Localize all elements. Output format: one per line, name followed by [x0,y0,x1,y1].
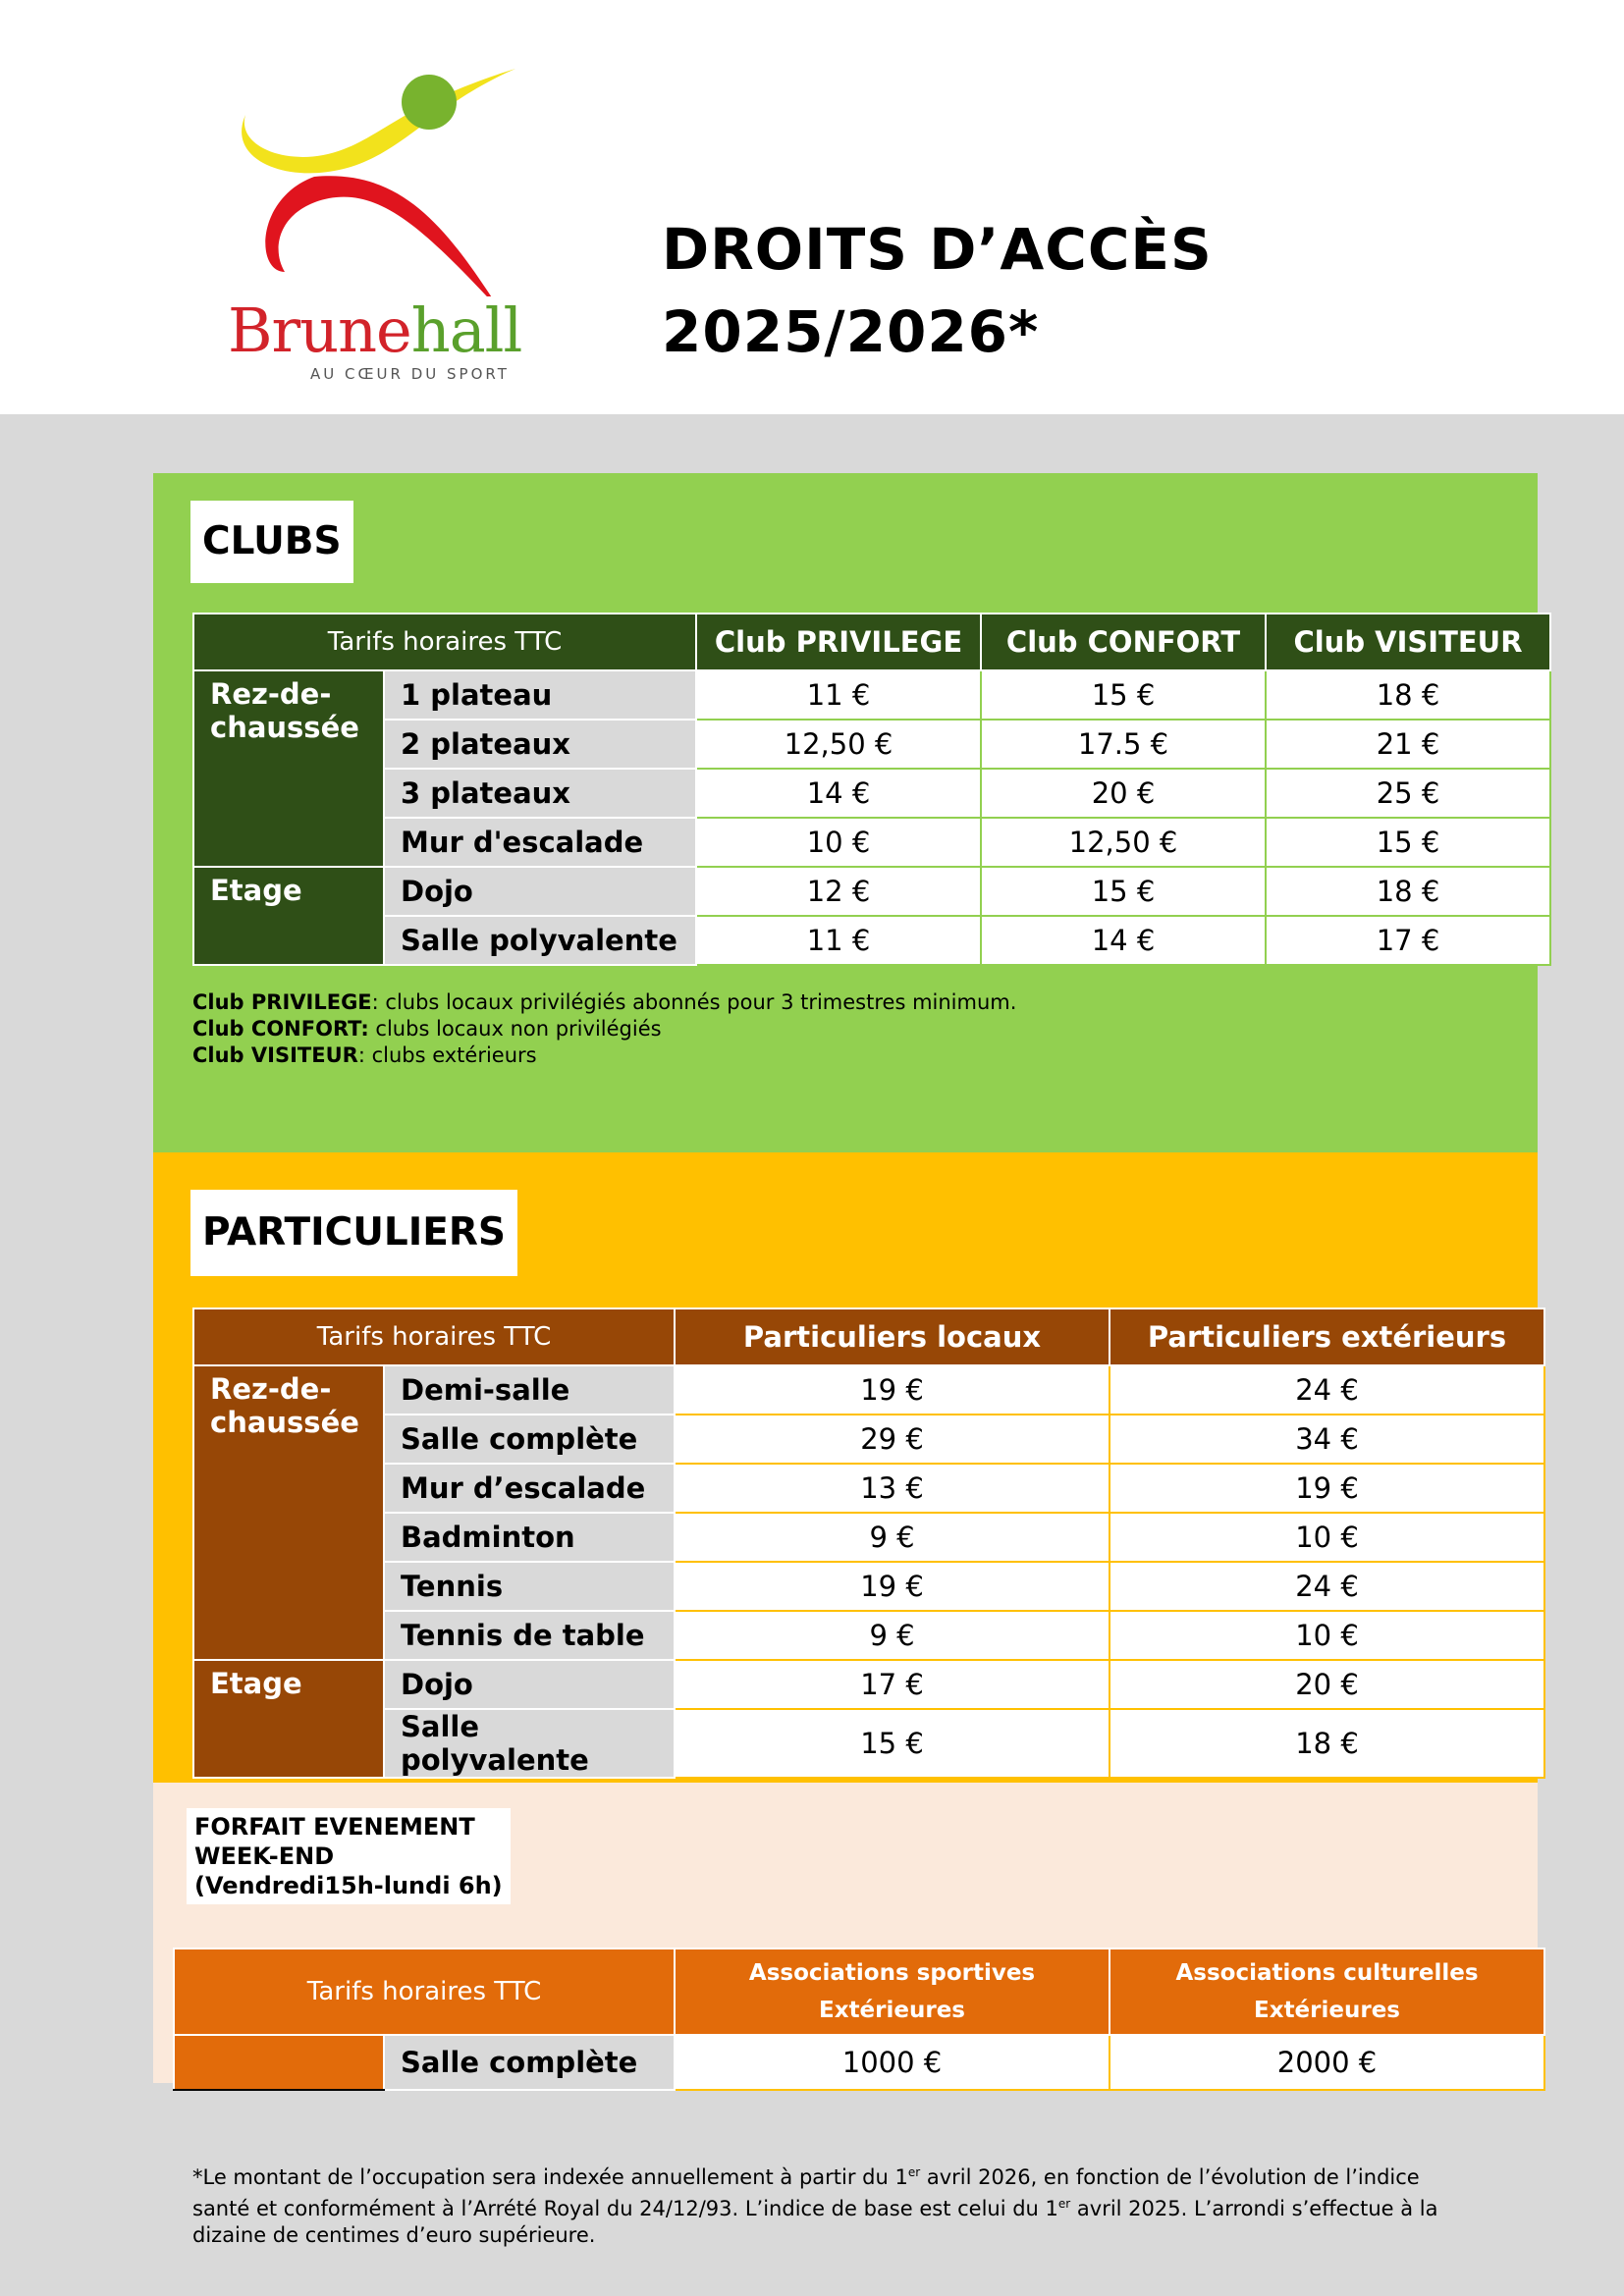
price-cell: 24 € [1110,1365,1544,1415]
particuliers-rates-table [192,1308,1545,1779]
row-label: Badminton [384,1513,675,1562]
price-cell: 12,50 € [696,720,981,769]
price-cell: 12 € [696,867,981,916]
row-label: Mur d'escalade [384,818,696,867]
table-row [193,1464,1544,1513]
price-cell: 25 € [1266,769,1550,818]
price-cell: 21 € [1266,720,1550,769]
column-header: Club CONFORT [981,614,1266,670]
price-cell: 10 € [1110,1513,1544,1562]
row-label: Tennis de table [384,1611,675,1660]
group-label: Etage [193,867,384,965]
page-title [662,208,1213,373]
price-cell: 11 € [696,916,981,965]
column-header-line: Extérieures [819,1998,965,2023]
table-row [193,720,1550,769]
column-header: Particuliers locaux [675,1308,1110,1365]
price-cell: 10 € [696,818,981,867]
table-row [193,1365,1544,1415]
row-label: Dojo [384,1660,675,1709]
table-corner-label: Tarifs horaires TTC [174,1949,675,2035]
column-header-line: Associations sportives [748,1960,1036,1986]
footnote-text: avril 2025. L’arrondi s’effectue à la dizaine de centimes d’euro supérieure. [192,2197,1438,2247]
price-cell: 14 € [981,916,1266,965]
price-cell: 34 € [1110,1415,1544,1464]
note-term: Club PRIVILEGE [192,990,372,1014]
column-header [675,1949,1110,2035]
price-cell: 29 € [675,1415,1110,1464]
price-cell: 1000 € [675,2035,1110,2090]
price-cell: 19 € [675,1365,1110,1415]
price-cell: 17 € [1266,916,1550,965]
footnote-superscript: er [1057,2197,1071,2211]
forfait-section-title [187,1808,511,1904]
price-cell: 15 € [675,1709,1110,1778]
group-label [174,2035,384,2090]
footnote-text: avril 2026, en fonction de l’évolution de l’indice santé et conformément à l’Arrété Royal du 24/12/93. L’indice de base est celui du 1 [192,2165,1420,2220]
group-label: Etage [193,1660,384,1778]
note-line [192,1042,1016,1069]
price-cell: 20 € [981,769,1266,818]
row-label: Salle polyvalente [384,1709,675,1778]
price-cell: 24 € [1110,1562,1544,1611]
note-text: : clubs extérieurs [357,1043,537,1067]
forfait-label-line: WEEK-END [194,1842,335,1870]
clubs-rates-table [192,613,1551,966]
price-cell: 17 € [675,1660,1110,1709]
column-header: Particuliers extérieurs [1110,1308,1544,1365]
table-row [193,818,1550,867]
row-label: Dojo [384,867,696,916]
table-header-row [193,614,1550,670]
table-row [193,1415,1544,1464]
group-label: Rez-de-chaussée [193,1365,384,1660]
price-cell: 18 € [1110,1709,1544,1778]
table-row [193,1611,1544,1660]
title-line1: DROITS D’ACCÈS [662,216,1213,283]
price-cell: 9 € [675,1611,1110,1660]
row-label: Salle polyvalente [384,916,696,965]
table-row [193,867,1550,916]
table-row [174,2035,1544,2090]
table-header-row [174,1949,1544,2035]
price-cell: 19 € [675,1562,1110,1611]
forfait-rates-table [173,1948,1545,2091]
brand-wordmark [228,294,521,366]
column-header-line: Associations culturelles [1175,1960,1479,1986]
clubs-notes [192,989,1016,1069]
price-cell: 20 € [1110,1660,1544,1709]
price-cell: 11 € [696,670,981,720]
row-label: Demi-salle [384,1365,675,1415]
note-line [192,989,1016,1016]
column-header [1110,1949,1544,2035]
table-row [193,1709,1544,1778]
price-cell: 18 € [1266,867,1550,916]
row-label: Salle complète [384,1415,675,1464]
price-cell: 19 € [1110,1464,1544,1513]
table-corner-label: Tarifs horaires TTC [193,1308,675,1365]
table-row [193,916,1550,965]
forfait-label-line: FORFAIT EVENEMENT [194,1813,475,1841]
row-label: Tennis [384,1562,675,1611]
price-cell: 15 € [981,867,1266,916]
footnote-text: *Le montant de l’occupation sera indexée annuellement à partir du 1 [192,2165,908,2189]
price-cell: 17.5 € [981,720,1266,769]
table-row [193,670,1550,720]
table-row [193,1562,1544,1611]
footnote-superscript: er [907,2165,921,2179]
brand-name-part2: hall [410,294,522,366]
brand-name-part1: Brune [228,294,411,366]
note-term: Club VISITEUR [192,1043,358,1067]
price-cell: 15 € [1266,818,1550,867]
row-label: 3 plateaux [384,769,696,818]
price-cell: 14 € [696,769,981,818]
price-cell: 12,50 € [981,818,1266,867]
column-header: Club VISITEUR [1266,614,1550,670]
title-line2: 2025/2026* [662,298,1040,365]
price-cell: 18 € [1266,670,1550,720]
table-row [193,1660,1544,1709]
note-text: clubs locaux non privilégiés [368,1017,662,1041]
footnote [192,2160,1479,2249]
note-line [192,1016,1016,1042]
column-header-line: Extérieures [1254,1998,1400,2023]
table-header-row [193,1308,1544,1365]
price-cell: 2000 € [1110,2035,1544,2090]
column-header: Club PRIVILEGE [696,614,981,670]
row-label: 1 plateau [384,670,696,720]
clubs-section-title: CLUBS [190,501,353,583]
note-term: Club CONFORT: [192,1017,369,1041]
table-row [193,1513,1544,1562]
group-label: Rez-de-chaussée [193,670,384,867]
price-cell: 9 € [675,1513,1110,1562]
price-cell: 15 € [981,670,1266,720]
row-label: 2 plateaux [384,720,696,769]
table-corner-label: Tarifs horaires TTC [193,614,696,670]
row-label: Mur d’escalade [384,1464,675,1513]
brand-tagline: AU CŒUR DU SPORT [310,365,510,383]
row-label: Salle complète [384,2035,675,2090]
note-text: : clubs locaux privilégiés abonnés pour 3 trimestres minimum. [371,990,1017,1014]
forfait-label-line: (Vendredi15h-lundi 6h) [194,1872,503,1899]
price-cell: 13 € [675,1464,1110,1513]
particuliers-section-title: PARTICULIERS [190,1190,517,1276]
table-row [193,769,1550,818]
price-cell: 10 € [1110,1611,1544,1660]
